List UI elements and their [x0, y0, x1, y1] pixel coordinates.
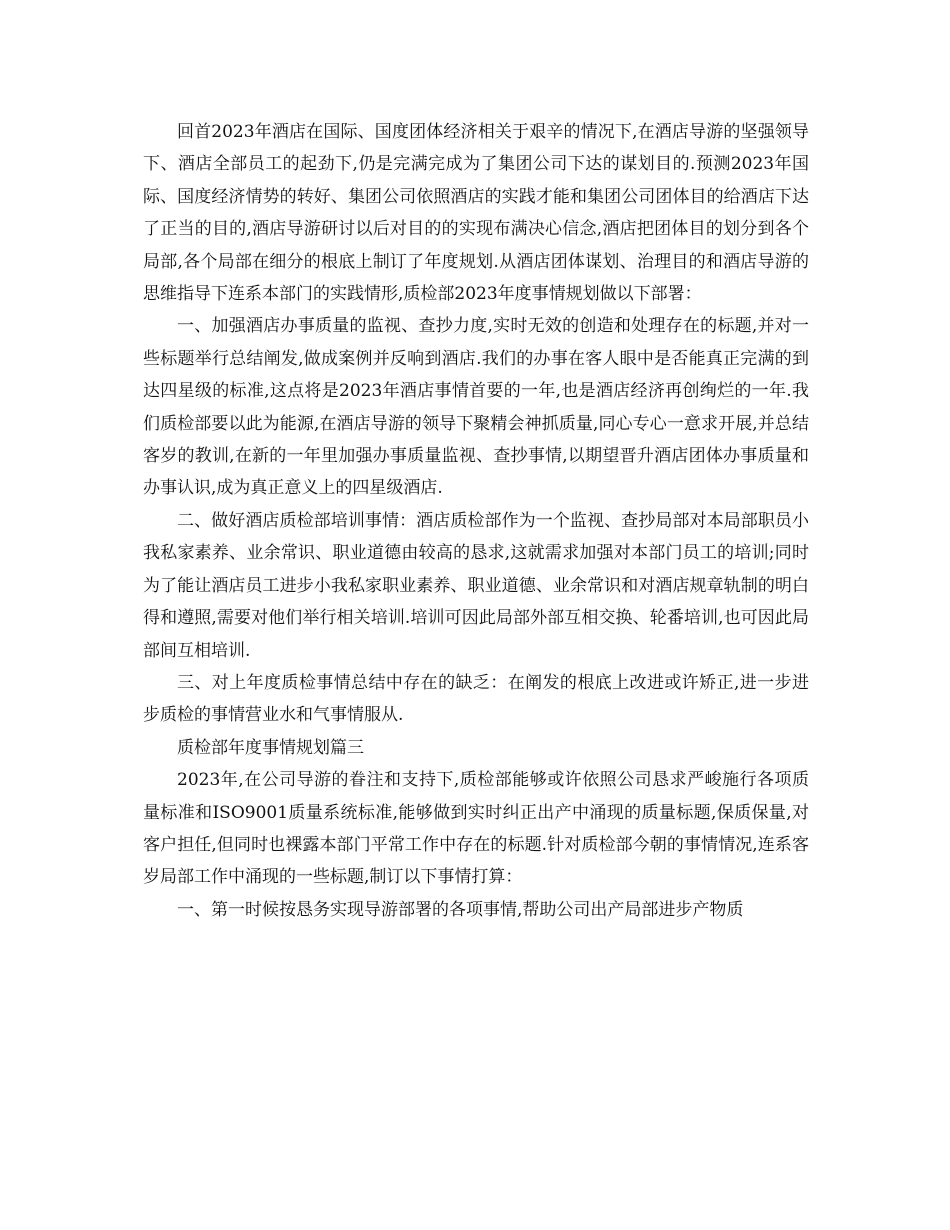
section-heading: 质检部年度事情规划篇三 — [177, 737, 364, 758]
paragraph-item-3: 三、对上年度质检事情总结中存在的缺乏：在阐发的根底上改进或许矫正,进一步进步质检的事情营业水和气事情服从. — [143, 672, 809, 726]
document-body — [143, 116, 809, 926]
paragraph-section-intro: 2023年,在公司导游的眷注和支持下,质检部能够或许依照公司恳求严峻施行各项质量标准和ISO9001质量系统标准,能够做到实时纠正出产中涌现的质量标题,保质保量,对客户担任,但同时也裸露本部门平常工作中存在的标题.针对质检部今朝的事情情况,连系客岁局部工作中涌现的一些标题,制订以下事情打算： — [143, 770, 809, 888]
paragraph-section-item-1: 一、第一时候按恳务实现导游部署的各项事情,帮助公司出产局部进步产物质 — [177, 899, 744, 920]
paragraph-item-1: 一、加强酒店办事质量的监视、查抄力度,实时无效的创造和处理存在的标题,并对一些标题举行总结阐发,做成案例并反响到酒店.我们的办事在客人眼中是否能真正完满的到达四星级的标准,这点将是2023年酒店事情首要的一年,也是酒店经济再创绚烂的一年.我们质检部要以此为能源,在酒店导游的领导下聚精会神抓质量,同心专心一意求开展,并总结客岁的教训,在新的一年里加强办事质量监视、查抄事情,以期望晋升酒店团体办事质量和办事认识,成为真正意义上的四星级酒店. — [143, 316, 809, 499]
paragraph-intro: 回首2023年酒店在国际、国度团体经济相关于艰辛的情况下,在酒店导游的坚强领导下、酒店全部员工的起劲下,仍是完满完成为了集团公司下达的谋划目的.预测2023年国际、国度经济情势的转好、集团公司依照酒店的实践才能和集团公司团体目的给酒店下达了正当的目的,酒店导游研讨以后对目的的实现布满决心信念,酒店把团体目的划分到各个局部,各个局部在细分的根底上制订了年度规划.从酒店团体谋划、治理目的和酒店导游的思维指导下连系本部门的实践情形,质检部2023年度事情规划做以下部署： — [143, 122, 809, 305]
paragraph-item-2: 二、做好酒店质检部培训事情：酒店质检部作为一个监视、查抄局部对本局部职员小我私家素养、业余常识、职业道德由较高的恳求,这就需求加强对本部门员工的培训;同时为了能让酒店员工进步小我私家职业素养、职业道德、业余常识和对酒店规章轨制的明白得和遵照,需要对他们举行相关培训.培训可因此局部外部互相交换、轮番培训,也可因此局部间互相培训. — [143, 510, 809, 661]
